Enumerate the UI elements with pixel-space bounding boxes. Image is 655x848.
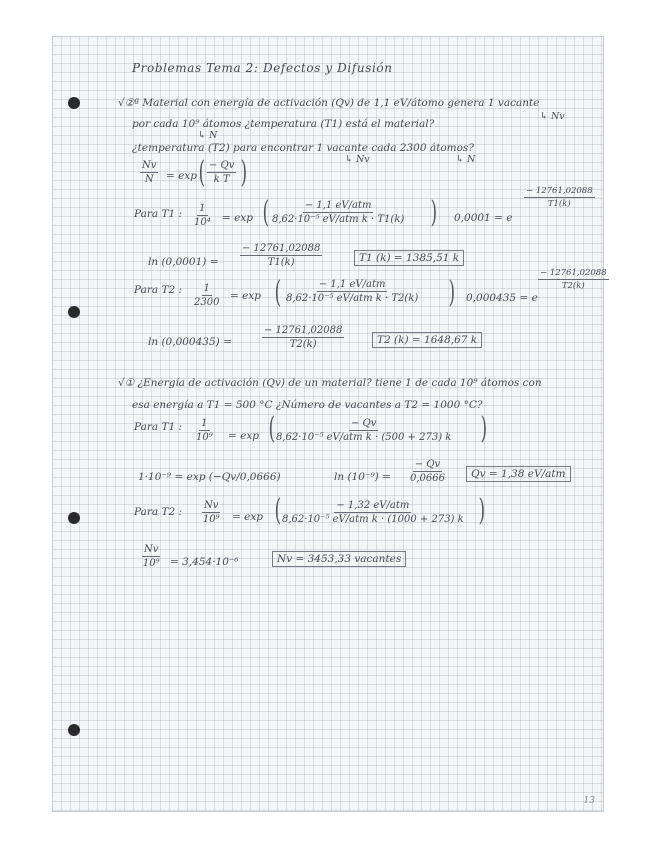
p2-t1-result: 0,0001 = e: [454, 212, 513, 224]
p1-t1-exponent: − Qv 8,62·10⁻⁵ eV/atm k · (500 + 273) k: [276, 418, 452, 443]
paren: (: [274, 275, 282, 310]
p2-statement-line2: por cada 10⁹ átomos ¿temperatura (T1) está el material?: [132, 118, 435, 130]
paren: (: [198, 155, 206, 190]
paren: (: [262, 195, 270, 230]
p1-t2-exp: = exp: [232, 511, 263, 523]
p2-t2-answer-box: T2 (k) = 1648,67 k: [372, 332, 482, 348]
page-title: Problemas Tema 2: Defectos y Difusión: [132, 61, 393, 75]
p2-t1-answer-box: T1 (k) = 1385,51 k: [354, 250, 464, 266]
p1-t1-exp: = exp: [228, 430, 259, 442]
formula-ratio: $\frac{Nv}{N}$: [142, 160, 157, 185]
paren: ): [430, 195, 438, 230]
p2-t1-exp: = exp: [222, 212, 253, 224]
page-number: 13: [583, 796, 595, 806]
p2-t2-exp: = exp: [230, 290, 261, 302]
p2-t2-fraction: $\frac{1}{2300}$: [194, 283, 220, 308]
paren: (: [274, 493, 282, 528]
p2-t2-superscript: $\frac{- 12761,02088}{T2(k)}$: [540, 268, 607, 291]
p1-eq2-left: 1·10⁻⁹ = exp (−Qv/0,0666): [138, 471, 281, 483]
p1-qv-answer-box: Qv = 1,38 eV/atm: [466, 466, 571, 482]
p1-nv-answer-box: Nv = 3453,33 vacantes: [272, 551, 406, 567]
binder-hole: [68, 724, 80, 736]
p1-t1-fraction: $\frac{1}{\text{10⁹}}$: [196, 418, 213, 443]
paren: ): [478, 493, 486, 528]
p1-statement-line1: √① ¿Energía de activación (Qv) de un material? tiene 1 de cada 10⁹ átomos con: [118, 377, 542, 389]
p2-t1-label: Para T1 :: [134, 208, 183, 220]
paren: ): [448, 275, 456, 310]
p1-t2-label: Para T2 :: [134, 506, 183, 518]
binder-hole: [68, 306, 80, 318]
p1-eq2-ln: ln (10⁻⁹) =: [334, 471, 391, 483]
p2-nv-annotation-2: ↳ Nv: [345, 154, 370, 165]
p1-result-fraction: $\frac{Nv}{\text{10⁹}}$: [142, 544, 160, 569]
p2-t2-exponent: − 1,1 eV/atm 8,62·10⁻⁵ eV/atm k · T2(k): [286, 279, 419, 304]
p2-statement-line3: ¿temperatura (T2) para encontrar 1 vacante cada 2300 átomos?: [132, 142, 474, 154]
p1-statement-line2: esa energía a T1 = 500 °C ¿Número de vacantes a T2 = 1000 °C?: [132, 399, 483, 411]
p2-t2-label: Para T2 :: [134, 284, 183, 296]
paren: ): [480, 411, 488, 446]
p2-t2-result: 0,000435 = e: [466, 292, 538, 304]
binder-hole: [68, 97, 80, 109]
p2-statement-line1: √②ª Material con energía de activación (Qv) de 1,1 eV/átomo genera 1 vacante: [118, 97, 540, 109]
p2-nv-annotation: ↳ Nv: [540, 111, 565, 122]
p1-result-value: = 3,454·10⁻⁶: [170, 556, 239, 568]
p2-n-annotation-2: ↳ N: [456, 154, 476, 165]
p1-t2-exponent: − 1,32 eV/atm 8,62·10⁻⁵ eV/atm k · (1000 + 273) k: [282, 500, 464, 525]
p1-eq2-fraction: $\frac{- Qv}{0,0666}$: [410, 459, 445, 484]
paren: (: [268, 411, 276, 446]
p1-t2-fraction: $\frac{Nv}{\text{10⁹}}$: [202, 500, 220, 525]
binder-hole: [68, 512, 80, 524]
formula-exponent: $\frac{- Qv}{\text{k T}}$: [209, 160, 235, 185]
p1-t1-label: Para T1 :: [134, 421, 183, 433]
p2-ln1-left: ln (0,0001) =: [148, 256, 219, 268]
formula-exp: = exp: [166, 170, 197, 182]
p2-ln2-fraction: $\frac{- 12761,02088}{T2(k)}$: [264, 325, 343, 350]
p2-t1-superscript: $\frac{- 12761,02088}{T1(k)}$: [526, 186, 593, 209]
p2-ln2-left: ln (0,000435) =: [148, 336, 232, 348]
p2-t1-exponent: − 1,1 eV/atm 8,62·10⁻⁵ eV/atm k · T1(k): [272, 200, 405, 225]
p2-t1-fraction: $\frac{1}{\text{10⁴}}$: [194, 203, 211, 228]
paren: ): [240, 155, 248, 190]
p2-ln1-fraction: $\frac{- 12761,02088}{T1(k)}$: [242, 243, 321, 268]
p2-n-annotation: ↳ N: [198, 130, 218, 141]
